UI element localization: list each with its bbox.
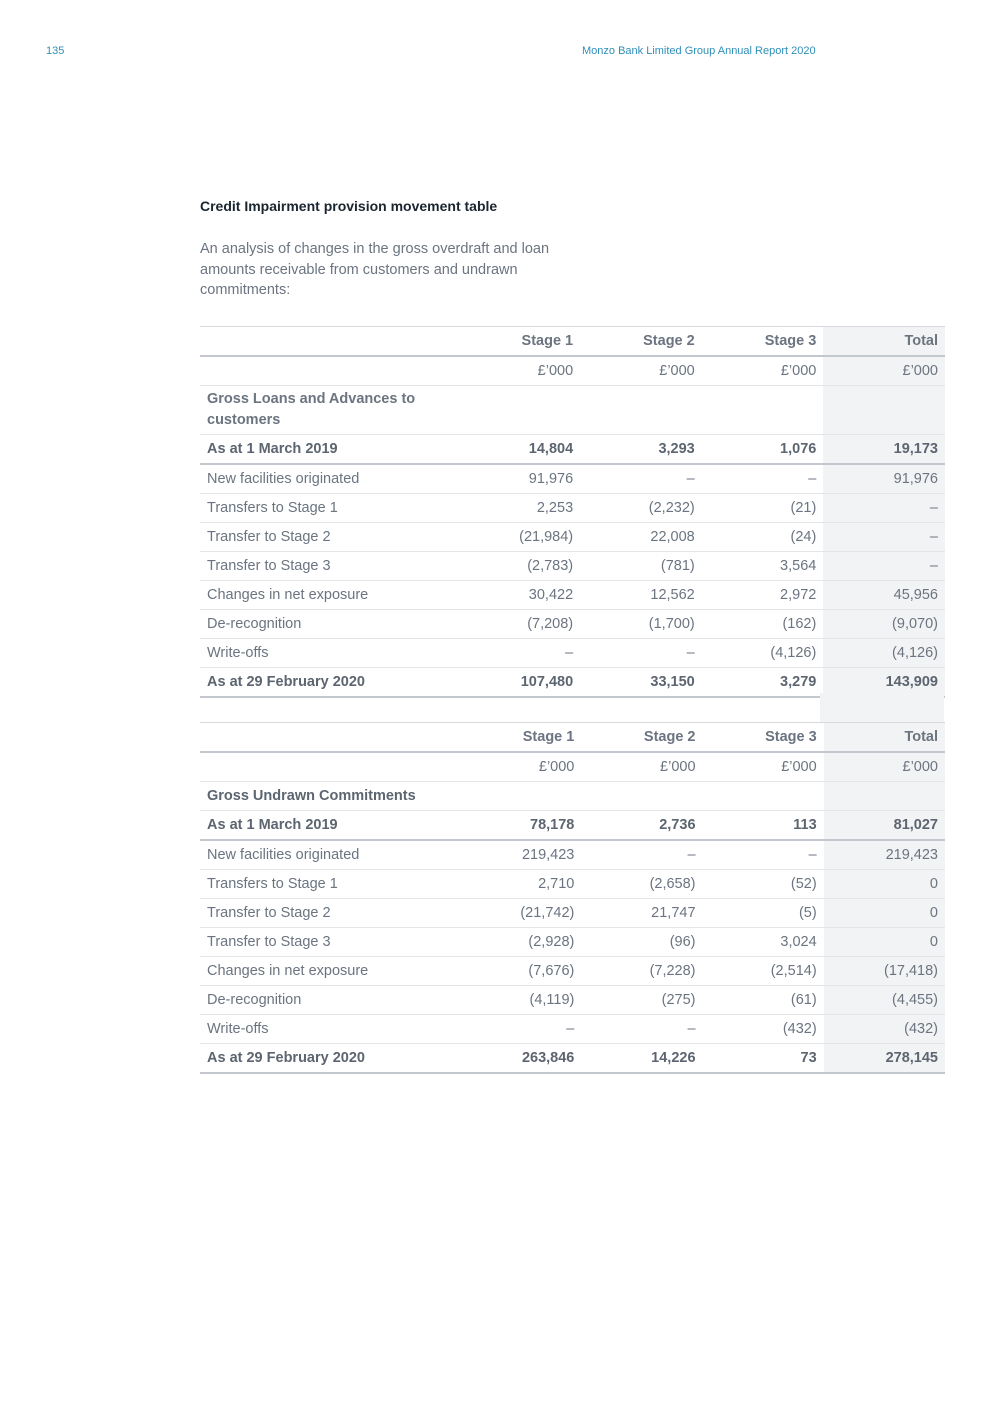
cell-stage-3: (4,126)	[702, 639, 824, 668]
cell	[824, 782, 945, 811]
cell-stage-3: 3,279	[702, 668, 824, 698]
total-column-shading	[820, 693, 944, 722]
row-label: As at 29 February 2020	[200, 668, 458, 698]
cell-stage-1: 107,480	[458, 668, 580, 698]
table-row	[200, 610, 945, 639]
cell-stage-2: 2,736	[581, 811, 702, 841]
cell-stage-2: (2,232)	[580, 494, 702, 523]
cell-stage-1: (7,208)	[458, 610, 580, 639]
row-label: Transfers to Stage 1	[200, 494, 458, 523]
cell-stage-1: 2,710	[460, 870, 581, 899]
units-row	[200, 752, 945, 782]
cell-total: (4,455)	[824, 986, 945, 1015]
cell-total: –	[823, 523, 945, 552]
cell-stage-3: (61)	[703, 986, 824, 1015]
cell-stage-1: 30,422	[458, 581, 580, 610]
cell-stage-3: (24)	[702, 523, 824, 552]
table-row	[200, 840, 945, 870]
row-label: As at 1 March 2019	[200, 435, 458, 465]
cell-stage-2: –	[580, 464, 702, 494]
cell-stage-3: (162)	[702, 610, 824, 639]
cell-stage-3: (21)	[702, 494, 824, 523]
cell	[458, 386, 580, 435]
row-label: De-recognition	[200, 610, 458, 639]
row-label: Transfer to Stage 2	[200, 899, 460, 928]
cell-stage-1: (2,928)	[460, 928, 581, 957]
cell-stage-3: (2,514)	[703, 957, 824, 986]
unit-stage-3: £’000	[702, 356, 824, 386]
row-label: New facilities originated	[200, 464, 458, 494]
table-total-row	[200, 1044, 945, 1074]
table-row	[200, 435, 945, 465]
cell	[580, 386, 702, 435]
cell-stage-1: 91,976	[458, 464, 580, 494]
row-label: Transfers to Stage 1	[200, 870, 460, 899]
cell-stage-3: 3,024	[703, 928, 824, 957]
section-row	[200, 386, 945, 435]
cell-stage-2: (781)	[580, 552, 702, 581]
unit-total: £’000	[823, 356, 945, 386]
cell-stage-1: (21,984)	[458, 523, 580, 552]
row-label: As at 1 March 2019	[200, 811, 460, 841]
unit-stage-3: £’000	[703, 752, 824, 782]
cell-stage-2: (7,228)	[581, 957, 702, 986]
section-title: Credit Impairment provision movement table	[200, 198, 498, 214]
units-blank	[200, 356, 458, 386]
cell	[460, 782, 581, 811]
col-stage-2: Stage 2	[581, 723, 702, 753]
col-total: Total	[824, 723, 945, 753]
cell-stage-2: 22,008	[580, 523, 702, 552]
cell-stage-2: 3,293	[580, 435, 702, 465]
cell-stage-3: 3,564	[702, 552, 824, 581]
row-label: As at 29 February 2020	[200, 1044, 460, 1074]
cell-total: 143,909	[823, 668, 945, 698]
undrawn-commitments-table	[200, 722, 945, 1074]
cell-stage-3: 1,076	[702, 435, 824, 465]
cell	[703, 782, 824, 811]
cell-stage-2: 14,226	[581, 1044, 702, 1074]
cell-stage-1: 263,846	[460, 1044, 581, 1074]
col-stage-1: Stage 1	[458, 327, 580, 357]
cell-stage-3: (432)	[703, 1015, 824, 1044]
col-stage-3: Stage 3	[702, 327, 824, 357]
cell-total: (4,126)	[823, 639, 945, 668]
table-row	[200, 899, 945, 928]
cell-stage-3: (52)	[703, 870, 824, 899]
row-label: Write-offs	[200, 1015, 460, 1044]
row-label: De-recognition	[200, 986, 460, 1015]
row-label: Changes in net exposure	[200, 957, 460, 986]
cell-stage-1: (21,742)	[460, 899, 581, 928]
col-stage-2: Stage 2	[580, 327, 702, 357]
cell-stage-2: (2,658)	[581, 870, 702, 899]
row-label: Write-offs	[200, 639, 458, 668]
cell	[581, 782, 702, 811]
cell-total: 81,027	[824, 811, 945, 841]
loans-movement-table	[200, 326, 945, 698]
cell-total: –	[823, 552, 945, 581]
cell-stage-1: –	[458, 639, 580, 668]
unit-total: £’000	[824, 752, 945, 782]
cell-total: (17,418)	[824, 957, 945, 986]
cell-stage-1: 14,804	[458, 435, 580, 465]
cell-stage-1: (4,119)	[460, 986, 581, 1015]
section-label: Gross Undrawn Commitments	[200, 782, 460, 811]
cell-stage-3: 73	[703, 1044, 824, 1074]
unit-stage-1: £’000	[460, 752, 581, 782]
cell-stage-1: –	[460, 1015, 581, 1044]
cell-total: 278,145	[824, 1044, 945, 1074]
cell-stage-3: 113	[703, 811, 824, 841]
col-stage-3: Stage 3	[703, 723, 824, 753]
cell-stage-3: (5)	[703, 899, 824, 928]
table-row	[200, 870, 945, 899]
cell-total: 45,956	[823, 581, 945, 610]
cell-stage-2: –	[580, 639, 702, 668]
cell	[702, 386, 824, 435]
intro-paragraph: An analysis of changes in the gross overdraft and loan amounts receivable from customers and undrawn commitments:	[200, 241, 550, 298]
section-row	[200, 782, 945, 811]
col-total: Total	[823, 327, 945, 357]
cell-stage-2: 33,150	[580, 668, 702, 698]
cell-stage-2: (96)	[581, 928, 702, 957]
cell-total: 219,423	[824, 840, 945, 870]
header-blank	[200, 327, 458, 357]
col-stage-1: Stage 1	[460, 723, 581, 753]
cell-total: 91,976	[823, 464, 945, 494]
cell-stage-2: –	[581, 840, 702, 870]
table-row	[200, 928, 945, 957]
cell-total: 19,173	[823, 435, 945, 465]
cell-total: (9,070)	[823, 610, 945, 639]
cell-stage-2: 21,747	[581, 899, 702, 928]
table-row	[200, 986, 945, 1015]
report-title: Monzo Bank Limited Group Annual Report 2020	[582, 45, 816, 57]
cell-stage-2: (1,700)	[580, 610, 702, 639]
cell-total: –	[823, 494, 945, 523]
table-row	[200, 811, 945, 841]
cell-stage-1: (7,676)	[460, 957, 581, 986]
table-header-row	[200, 327, 945, 357]
cell-total: (432)	[824, 1015, 945, 1044]
table-row	[200, 552, 945, 581]
row-label: Transfer to Stage 2	[200, 523, 458, 552]
page-number: 135	[46, 45, 65, 57]
units-row	[200, 356, 945, 386]
cell-stage-2: 12,562	[580, 581, 702, 610]
cell-stage-3: –	[702, 464, 824, 494]
unit-stage-2: £’000	[580, 356, 702, 386]
table-header-row	[200, 723, 945, 753]
row-label: Transfer to Stage 3	[200, 928, 460, 957]
row-label: New facilities originated	[200, 840, 460, 870]
cell-stage-1: (2,783)	[458, 552, 580, 581]
cell-stage-1: 78,178	[460, 811, 581, 841]
row-label: Changes in net exposure	[200, 581, 458, 610]
cell-stage-1: 2,253	[458, 494, 580, 523]
table-row	[200, 464, 945, 494]
table-row	[200, 494, 945, 523]
table-row	[200, 957, 945, 986]
table-row	[200, 581, 945, 610]
cell-stage-1: 219,423	[460, 840, 581, 870]
cell-stage-2: –	[581, 1015, 702, 1044]
units-blank	[200, 752, 460, 782]
unit-stage-1: £’000	[458, 356, 580, 386]
cell-stage-2: (275)	[581, 986, 702, 1015]
cell-total: 0	[824, 928, 945, 957]
cell	[823, 386, 945, 435]
table-row	[200, 523, 945, 552]
cell-total: 0	[824, 899, 945, 928]
table-row	[200, 639, 945, 668]
table-row	[200, 1015, 945, 1044]
cell-total: 0	[824, 870, 945, 899]
header-blank	[200, 723, 460, 753]
cell-stage-3: –	[703, 840, 824, 870]
section-label: Gross Loans and Advances to customers	[200, 386, 458, 435]
row-label: Transfer to Stage 3	[200, 552, 458, 581]
cell-stage-3: 2,972	[702, 581, 824, 610]
unit-stage-2: £’000	[581, 752, 702, 782]
